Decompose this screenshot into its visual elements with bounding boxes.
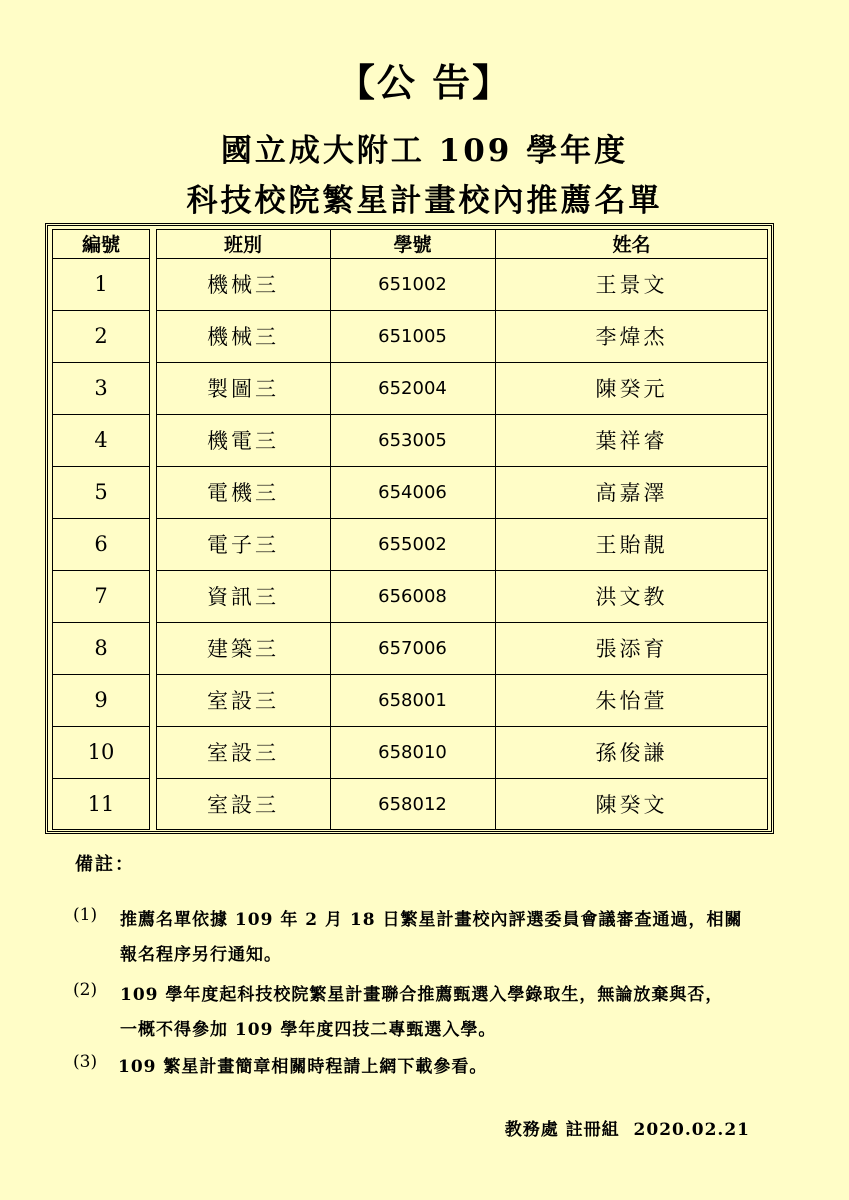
note-3-line-1: 109 繁星計畫簡章相關時程請上網下載參看。 xyxy=(118,1057,488,1077)
document-subtitle-line1: 國立成大附工 109 學年度 xyxy=(220,133,629,169)
row-class: 室設三 xyxy=(207,793,279,817)
row-number: 3 xyxy=(94,376,108,400)
row-student-id: 656008 xyxy=(378,585,447,607)
row-class: 室設三 xyxy=(207,689,279,713)
row-name: 王貽靚 xyxy=(595,533,668,557)
header-student-id: 學號 xyxy=(393,234,432,256)
row-name: 王景文 xyxy=(595,273,668,297)
row-student-id: 657006 xyxy=(378,637,447,659)
header-name: 姓名 xyxy=(612,234,651,256)
row-number: 7 xyxy=(94,584,108,608)
row-student-id: 651005 xyxy=(378,325,447,347)
row-student-id: 658001 xyxy=(378,689,447,711)
row-student-id: 655002 xyxy=(378,533,447,555)
row-class: 機械三 xyxy=(207,273,279,297)
note-2-line-1: 109 學年度起科技校院繁星計畫聯合推薦甄選入學錄取生，無論放棄與否， xyxy=(120,985,724,1005)
row-number: 2 xyxy=(94,324,108,348)
row-name: 孫俊謙 xyxy=(595,741,668,765)
note-1-line-2: 報名程序另行通知。 xyxy=(120,945,282,965)
row-student-id: 658010 xyxy=(378,741,447,763)
row-class: 資訊三 xyxy=(207,585,279,609)
header-class: 班別 xyxy=(223,234,262,256)
row-student-id: 653005 xyxy=(378,429,447,451)
row-student-id: 652004 xyxy=(378,377,447,399)
row-name: 李煒杰 xyxy=(595,325,668,349)
row-number: 1 xyxy=(94,272,108,296)
note-number-3: (3) xyxy=(73,1052,98,1072)
row-class: 室設三 xyxy=(207,741,279,765)
note-2-line-2: 一概不得參加 109 學年度四技二專甄選入學。 xyxy=(120,1020,497,1040)
note-number-1: (1) xyxy=(73,905,98,925)
row-class: 電子三 xyxy=(207,533,279,557)
note-1-line-1: 推薦名單依據 109 年 2 月 18 日繁星計畫校內評選委員會議審查通過，相關 xyxy=(120,910,743,930)
row-name: 朱怡萱 xyxy=(595,689,668,713)
notes-title: 備註： xyxy=(75,854,135,875)
row-number: 5 xyxy=(94,480,108,504)
footer-date: 2020.02.21 xyxy=(633,1120,750,1140)
row-name: 張添育 xyxy=(595,637,668,661)
note-number-2: (2) xyxy=(73,980,98,1000)
row-name: 陳癸元 xyxy=(595,377,668,401)
row-student-id: 654006 xyxy=(378,481,447,503)
row-number: 6 xyxy=(94,532,108,556)
footer-signature xyxy=(0,1115,750,1140)
row-class: 製圖三 xyxy=(207,377,279,401)
footer-office: 教務處 註冊組 xyxy=(504,1120,620,1140)
row-number: 9 xyxy=(94,688,108,712)
header-number: 編號 xyxy=(81,234,120,256)
announcement-title: 【公 告】 xyxy=(336,60,513,105)
row-student-id: 658012 xyxy=(378,793,447,815)
row-number: 4 xyxy=(94,428,108,452)
row-student-id: 651002 xyxy=(378,273,447,295)
row-class: 電機三 xyxy=(207,481,279,505)
row-name: 洪文教 xyxy=(595,585,668,609)
row-class: 建築三 xyxy=(207,637,279,661)
row-class: 機電三 xyxy=(207,429,279,453)
row-name: 葉祥睿 xyxy=(595,429,668,453)
row-name: 陳癸文 xyxy=(595,793,668,817)
row-number: 11 xyxy=(87,792,115,816)
row-number: 10 xyxy=(87,740,115,764)
row-class: 機械三 xyxy=(207,325,279,349)
row-name: 高嘉澤 xyxy=(595,481,668,505)
row-number: 8 xyxy=(94,636,108,660)
document-subtitle-line2: 科技校院繁星計畫校內推薦名單 xyxy=(186,183,663,219)
